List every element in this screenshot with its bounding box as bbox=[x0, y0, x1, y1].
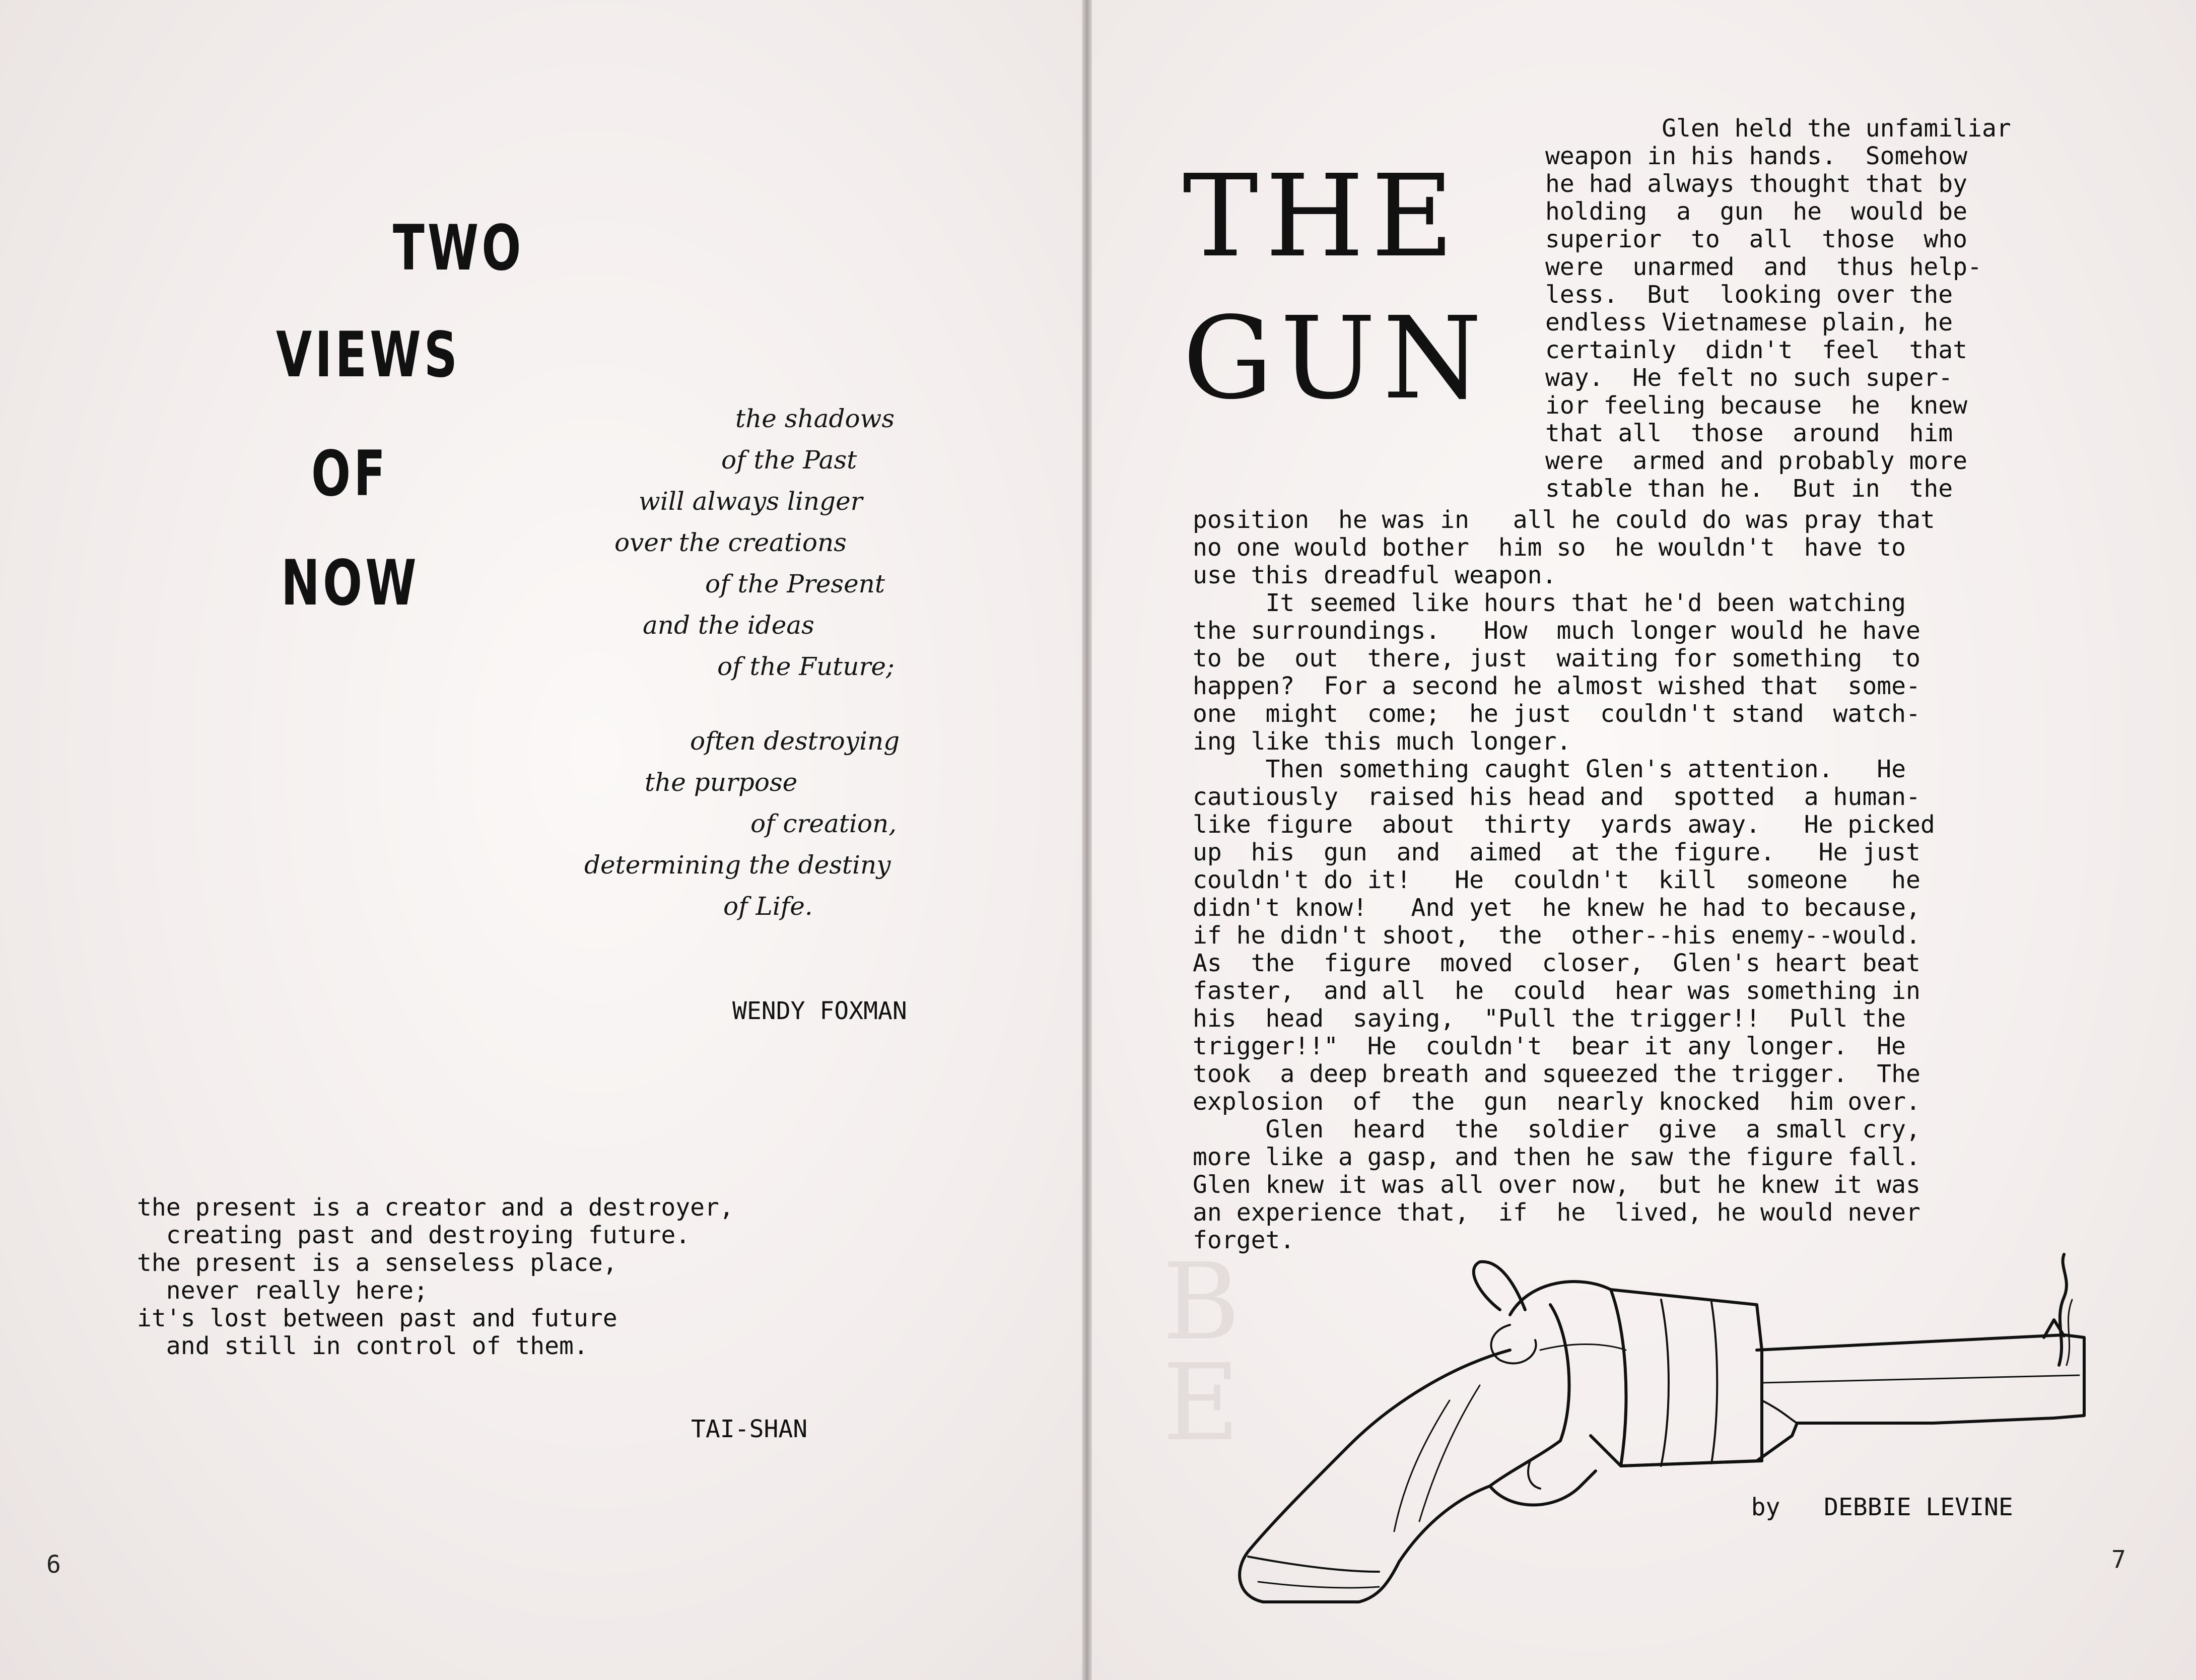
story-line: up his gun and aimed at the figure. He just bbox=[1193, 838, 1920, 866]
story-line: trigger!!" He couldn't bear it any longer. He bbox=[1193, 1032, 1906, 1060]
byline-prefix: by bbox=[1751, 1493, 1780, 1521]
story-line: didn't know! And yet he knew he had to because, bbox=[1193, 894, 1920, 922]
verse-line: the present is a senseless place, bbox=[137, 1249, 617, 1277]
verse-line: the present is a creator and a destroyer, bbox=[137, 1193, 734, 1222]
story-line: Then something caught Glen's attention. He bbox=[1193, 755, 1906, 783]
story-line: more like a gasp, and then he saw the figure fall. bbox=[1193, 1143, 1920, 1171]
verse-line: it's lost between past and future bbox=[137, 1304, 617, 1332]
story-line: his head saying, "Pull the trigger!! Pull the bbox=[1193, 1004, 1906, 1033]
story-line: took a deep breath and squeezed the trigger. The bbox=[1193, 1060, 1920, 1088]
story-line: certainly didn't feel that bbox=[1545, 336, 1968, 364]
verse-line: creating past and destroying future. bbox=[137, 1221, 691, 1249]
story-line: As the figure moved closer, Glen's heart beat bbox=[1193, 949, 1920, 977]
poem-line: over the creations bbox=[614, 528, 847, 557]
poem-line: will always linger bbox=[639, 487, 863, 516]
story-line: superior to all those who bbox=[1545, 225, 1968, 253]
show-through-mark: B bbox=[1162, 1240, 1241, 1364]
poem-line: the purpose bbox=[645, 768, 798, 797]
title-word-now: NOW bbox=[281, 547, 420, 620]
title-word-views: VIEWS bbox=[276, 318, 461, 391]
story-line: he had always thought that by bbox=[1545, 170, 1968, 198]
story-title-line2: GUN bbox=[1183, 293, 1489, 425]
poem-line: and the ideas bbox=[643, 611, 814, 640]
story-line: that all those around him bbox=[1545, 419, 1953, 447]
story-line: cautiously raised his head and spotted a human- bbox=[1193, 783, 1920, 811]
story-line: way. He felt no such super- bbox=[1545, 364, 1953, 392]
poem-line: of the Present bbox=[705, 569, 885, 598]
story-line: weapon in his hands. Somehow bbox=[1545, 142, 1968, 170]
title-word-two: TWO bbox=[393, 212, 524, 285]
story-line: happen? For a second he almost wished that some- bbox=[1193, 672, 1920, 700]
story-line: no one would bother him so he wouldn't have to bbox=[1193, 533, 1906, 562]
poem-line: of creation, bbox=[750, 809, 897, 838]
title-word-of: OF bbox=[311, 437, 389, 510]
page-number-right: 7 bbox=[2111, 1545, 2126, 1574]
story-line: faster, and all he could hear was something in bbox=[1193, 977, 1920, 1005]
poem-line: of Life. bbox=[723, 892, 813, 921]
story-line: to be out there, just waiting for something to bbox=[1193, 644, 1920, 673]
revolver-illustration bbox=[1228, 1249, 2135, 1632]
verse-author: TAI-SHAN bbox=[691, 1415, 808, 1443]
story-line: an experience that, if he lived, he would never bbox=[1193, 1198, 1920, 1227]
story-line: explosion of the gun nearly knocked him over. bbox=[1193, 1088, 1920, 1116]
story-line: if he didn't shoot, the other--his enemy--would. bbox=[1193, 921, 1920, 950]
story-line: like figure about thirty yards away. He picked bbox=[1193, 811, 1935, 839]
poem-line: the shadows bbox=[735, 404, 895, 433]
story-line: Glen heard the soldier give a small cry, bbox=[1193, 1115, 1920, 1144]
byline-author: DEBBIE LEVINE bbox=[1824, 1493, 2013, 1521]
verse-line: never really here; bbox=[137, 1276, 428, 1305]
poem-line: of the Past bbox=[721, 445, 857, 475]
story-line: less. But looking over the bbox=[1545, 281, 1953, 309]
story-line: forget. bbox=[1193, 1226, 1295, 1254]
poem-line: determining the destiny bbox=[584, 850, 891, 880]
byline bbox=[1693, 1466, 2013, 1549]
verse-line: and still in control of them. bbox=[137, 1332, 588, 1360]
story-line: ior feeling because he knew bbox=[1545, 391, 1968, 420]
story-line: one might come; he just couldn't stand watch- bbox=[1193, 700, 1920, 728]
story-line: couldn't do it! He couldn't kill someone he bbox=[1193, 866, 1920, 894]
story-line: endless Vietnamese plain, he bbox=[1545, 308, 1953, 337]
story-line: use this dreadful weapon. bbox=[1193, 561, 1557, 589]
story-line: It seemed like hours that he'd been watching bbox=[1193, 589, 1906, 617]
poem-line: of the Future; bbox=[717, 652, 895, 681]
story-line: Glen knew it was all over now, but he knew it was bbox=[1193, 1171, 1920, 1199]
right-page bbox=[1092, 0, 2196, 1680]
poem-author: WENDY FOXMAN bbox=[732, 997, 907, 1025]
story-line: were unarmed and thus help- bbox=[1545, 253, 1982, 281]
story-line: were armed and probably more bbox=[1545, 447, 1968, 475]
show-through-mark: E bbox=[1162, 1341, 1240, 1464]
left-page bbox=[0, 0, 1082, 1680]
poem-line: often destroying bbox=[690, 726, 900, 756]
story-line: the surroundings. How much longer would he have bbox=[1193, 617, 1920, 645]
story-line: ing like this much longer. bbox=[1193, 727, 1571, 756]
story-title-line1: THE bbox=[1183, 151, 1461, 283]
story-line: position he was in all he could do was pray that bbox=[1193, 506, 1935, 534]
present-verse bbox=[137, 1194, 734, 1360]
story-line: Glen held the unfamiliar bbox=[1545, 114, 2011, 143]
story-line: stable than he. But in the bbox=[1545, 475, 1953, 503]
story-line: holding a gun he would be bbox=[1545, 197, 1968, 226]
book-gutter bbox=[1082, 0, 1092, 1680]
page-number-left: 6 bbox=[46, 1551, 61, 1579]
